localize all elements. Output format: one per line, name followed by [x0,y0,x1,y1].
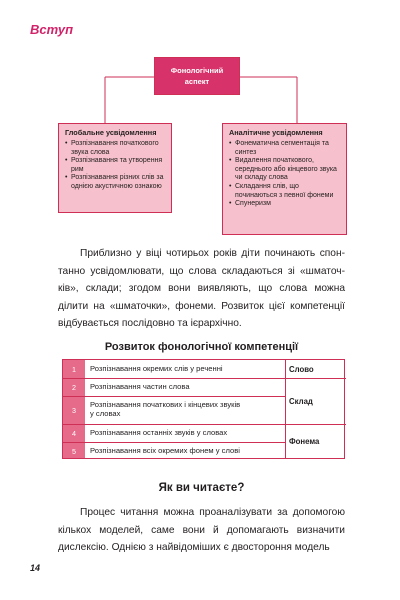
section-heading: Як ви читаєте? [158,482,245,494]
label-word: Слово [289,365,314,374]
row-divider [63,396,285,397]
right-item: • Спунеризм [229,200,340,209]
section-label: Вступ [30,22,74,37]
left-item: • Розпізнавання різних слів за однією акустичною ознакою [65,174,165,191]
row-divider [63,424,285,425]
table-row-text: Розпізнавання останніх звуків у словах [90,428,228,437]
diagram-right-box [222,123,347,235]
page-number: 14 [30,563,41,573]
diagram-top-line-2: аспект [184,77,210,86]
right-item: • Фонематична сегментація та синтез [229,140,340,157]
table-row-text: Розпізнавання всіх окремих фонем у слові [90,446,240,455]
paragraph-2-text: Процес читання можна проаналізувати за допомогою кількох моделей, саме вони й допомагають визначити дислексію. Однією з найвідоміших є двостороння модель [58,507,345,553]
label-syllable: Склад [289,397,313,406]
table-row-text: Розпізнавання початкових і кінцевих звуків у словах [90,400,241,418]
phonological-diagram [58,53,347,235]
left-item: • Розпізнавання та утворення рим [65,157,165,174]
left-box-list [65,140,165,192]
label-column-divider [285,360,286,458]
label-phoneme: Фонема [289,437,320,446]
table-row-text: Розпізнавання окремих слів у реченні [90,364,223,373]
row-number: 2 [72,383,76,392]
row-number: 5 [72,447,76,456]
competence-table [62,359,345,459]
table-title: Розвиток фонологічної компетенції [104,341,299,353]
table-row-text: Розпізнавання частин слова [90,382,190,391]
row-divider [63,442,285,443]
label-divider [285,378,346,379]
paragraph-1-text: Приблизно у віці чотирьох років діти починають спон-танно усвідомлювати, що слова складаються зі «шматоч-ків», склади; згодом вони виявляють, що слова можна ділити на «шматочки», фонеми. Розвиток цієї компетенції відбувається послідовно та ієрархічно. [58,248,345,329]
diagram-top-box [154,57,240,95]
row-number: 3 [72,406,76,415]
right-box-title: Аналітичне усвідомлення [229,128,323,137]
row-number: 4 [72,429,76,438]
left-item: • Розпізнавання початкового звука слова [65,140,165,157]
left-box-title: Глобальне усвідомлення [65,128,157,137]
diagram-left-box [58,123,172,213]
paragraph-2 [58,504,345,557]
paragraph-1 [58,245,345,333]
label-divider [285,424,346,425]
right-item: • Складання слів, що починаються з певної фонеми [229,183,340,200]
right-box-list [229,140,340,209]
row-number: 1 [72,365,76,374]
diagram-top-line-1: Фонологічний [170,66,224,75]
row-divider [63,378,285,379]
right-item: • Видалення початкового, середнього або кінцевого звука чи складу слова [229,157,340,183]
